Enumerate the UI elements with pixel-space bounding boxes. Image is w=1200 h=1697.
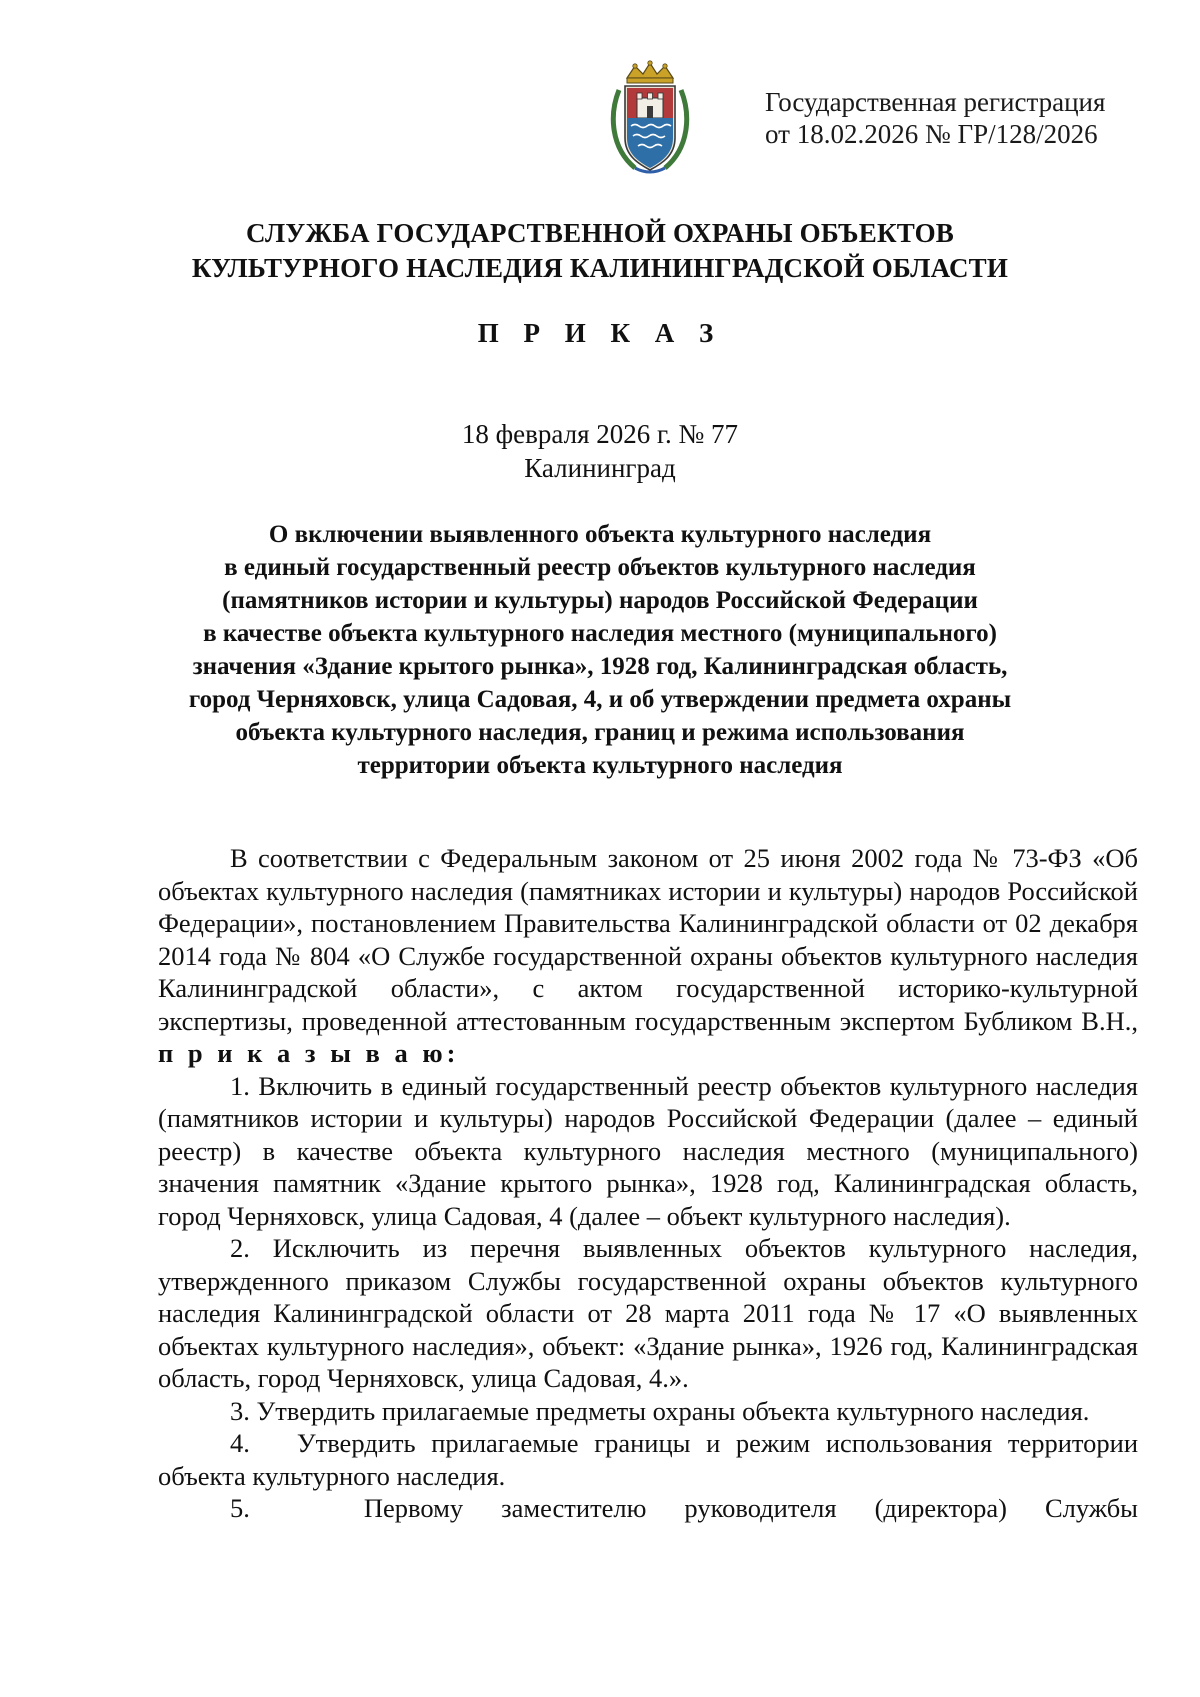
order-title — [150, 518, 1050, 782]
order-item-text: Утвердить прилагаемые предметы охраны объекта культурного наследия. — [256, 1395, 1090, 1426]
order-title-line: значения «Здание крытого рынка», 1928 год, Калининградская область, — [192, 653, 1008, 680]
coat-of-arms-icon — [605, 60, 695, 176]
order-item-number: 1. — [230, 1070, 250, 1101]
order-title-line: в качестве объекта культурного наследия местного (муниципального) — [203, 620, 997, 647]
order-title-line: территории объекта культурного наследия — [357, 752, 843, 779]
authority-name — [100, 216, 1100, 286]
order-item — [158, 1070, 1138, 1233]
order-item — [158, 1232, 1138, 1395]
order-title-line: (памятников истории и культуры) народов Российской Федерации — [222, 587, 978, 614]
document-type: П Р И К А З — [477, 318, 723, 348]
order-item-number: 4. — [230, 1428, 250, 1458]
order-title-line: город Черняховск, улица Садовая, 4, и об утверждении предмета охраны — [188, 686, 1012, 713]
order-item-number: 5. — [230, 1493, 250, 1523]
order-word: п р и к а з ы в а ю: — [158, 1038, 460, 1068]
order-item — [158, 1395, 1138, 1428]
preamble-paragraph — [158, 842, 1138, 1070]
order-item-number: 3. — [230, 1395, 250, 1426]
order-item-text: Первому заместителю руководителя (директора) Службы — [363, 1493, 1138, 1523]
preamble-text: В соответствии с Федеральным законом от 25 июня 2002 года № 73-ФЗ «Об объектах культурного наследия (памятниках истории и культуры) народов Российской Федерации», постановлением Правительства Калининградской области от 02 декабря 2014 года № 804 «О Службе государственной охраны объектов культурного наследия Калининградской области», с актом государственной историко-культурной экспертизы, проведенной аттестованным государственным экспертом Бубликом В.Н., — [158, 843, 1138, 1036]
order-item — [158, 1492, 1138, 1525]
state-registration — [765, 86, 1105, 150]
order-title-line: О включении выявленного объекта культурного наследия — [268, 521, 932, 548]
registration-label: Государственная регистрация — [765, 87, 1106, 117]
order-city: Калининград — [524, 453, 676, 483]
authority-name-line-1: СЛУЖБА ГОСУДАРСТВЕННОЙ ОХРАНЫ ОБЪЕКТОВ — [246, 218, 954, 248]
order-item-text: Утвердить прилагаемые границы и режим использования территории объекта культурного наследия. — [158, 1428, 1139, 1491]
order-title-line: в единый государственный реестр объектов культурного наследия — [224, 554, 976, 581]
order-date-number: 18 февраля 2026 г. № 77 — [461, 419, 739, 449]
order-item-number: 2. — [230, 1233, 250, 1263]
order-body — [158, 842, 1138, 1525]
authority-name-line-2: КУЛЬТУРНОГО НАСЛЕДИЯ КАЛИНИНГРАДСКОЙ ОБЛАСТИ — [191, 253, 1009, 283]
order-title-line: объекта культурного наследия, границ и режима использования — [235, 719, 965, 746]
order-item-text: Исключить из перечня выявленных объектов культурного наследия, утвержденного приказом Службы государственной охраны объектов культурного наследия Калининградской области от 28 марта 2011 года № 17 «О выявленных объектах культурного наследия», объект: «Здание рынка», 1926 год, Калининградская область, город Черняховск, улица Садовая, 4.». — [158, 1233, 1138, 1393]
order-item — [158, 1427, 1138, 1492]
order-item-text: Включить в единый государственный реестр объектов культурного наследия (памятников истории и культуры) народов Российской Федерации (далее – единый реестр) в качестве объекта культурного наследия местного (муниципального) значения памятник «Здание крытого рынка», 1928 год, Калининградская область, город Черняховск, улица Садовая, 4 (далее – объект культурного наследия). — [158, 1070, 1138, 1231]
registration-number: от 18.02.2026 № ГР/128/2026 — [765, 119, 1098, 149]
